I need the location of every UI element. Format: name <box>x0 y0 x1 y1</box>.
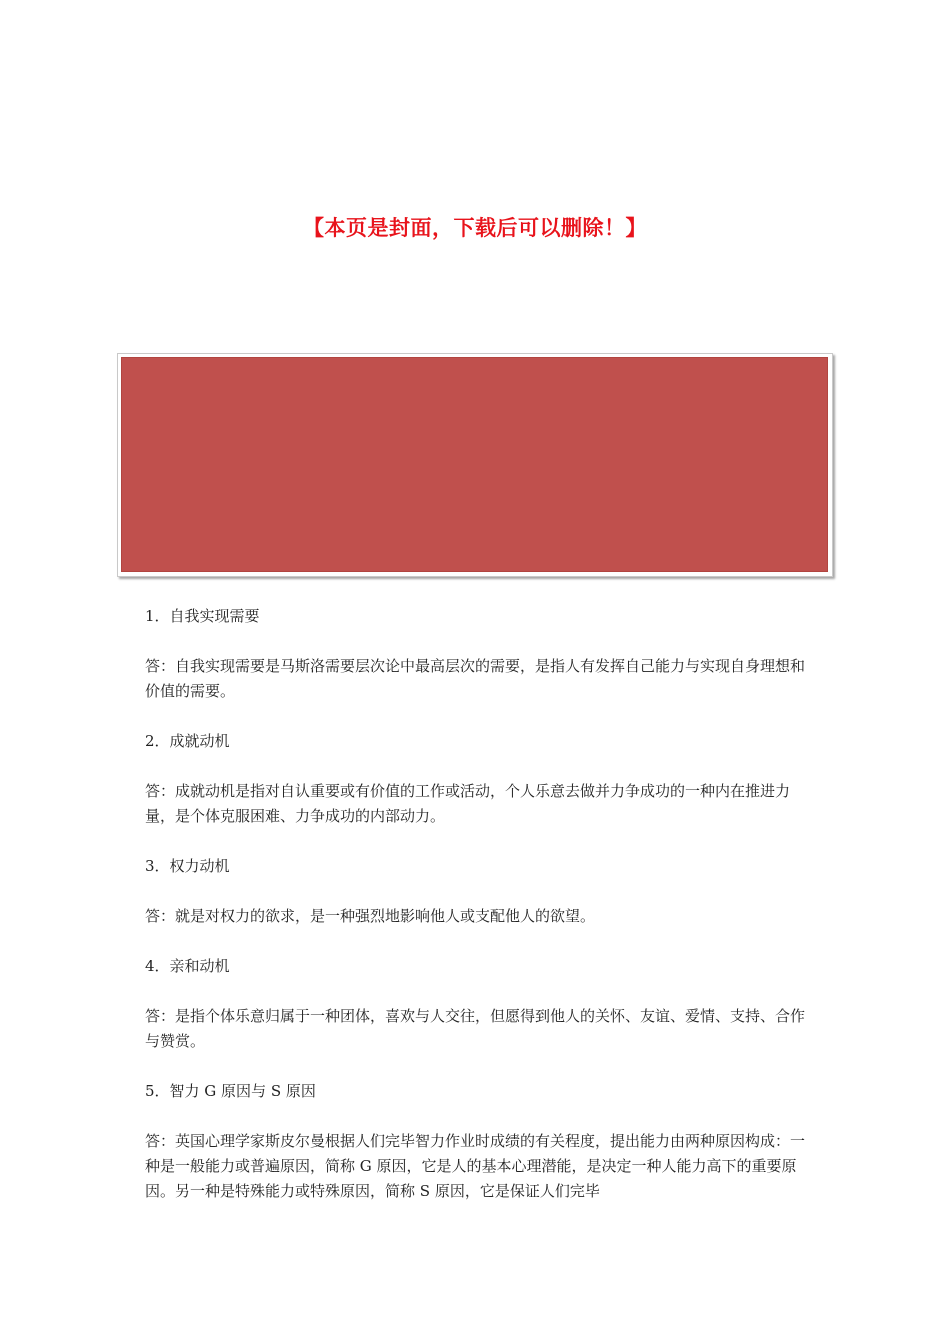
cover-notice: 【本页是封面，下载后可以删除！】 <box>303 216 647 240</box>
glossary-item-2 <box>145 729 813 829</box>
term-answer: 答：自我实现需要是马斯洛需要层次论中最高层次的需要，是指人有发挥自己能力与实现自身理想和价值的需要。 <box>145 657 806 700</box>
glossary-item-1 <box>145 604 813 704</box>
term-answer: 答：就是对权力的欲求，是一种强烈地影响他人或支配他人的欲望。 <box>145 907 596 925</box>
term-heading: 5．智力 G 原因与 S 原因 <box>145 1082 316 1100</box>
document-body <box>145 604 813 1204</box>
term-answer: 答：英国心理学家斯皮尔曼根据人们完毕智力作业时成绩的有关程度，提出能力由两种原因构成：一种是一般能力或普遍原因，简称 G 原因，它是人的基本心理潜能，是决定一种人能力高下的重要原因。另一种是特殊能力或特殊原因，简称 S 原因，它是保证人们完毕 <box>145 1132 806 1200</box>
term-answer: 答：成就动机是指对自认重要或有价值的工作或活动，个人乐意去做并力争成功的一种内在推进力量，是个体克服困难、力争成功的内部动力。 <box>145 782 791 825</box>
cover-frame <box>117 353 833 577</box>
term-heading: 4．亲和动机 <box>145 957 230 975</box>
cover-color-panel <box>122 358 827 571</box>
glossary-item-3 <box>145 854 813 929</box>
term-heading: 1．自我实现需要 <box>145 607 260 625</box>
glossary-item-5 <box>145 1079 813 1204</box>
glossary-item-4 <box>145 954 813 1054</box>
term-heading: 2．成就动机 <box>145 732 230 750</box>
term-answer: 答：是指个体乐意归属于一种团体，喜欢与人交往，但愿得到他人的关怀、友谊、爱情、支持、合作与赞赏。 <box>145 1007 806 1050</box>
term-heading: 3．权力动机 <box>145 857 230 875</box>
